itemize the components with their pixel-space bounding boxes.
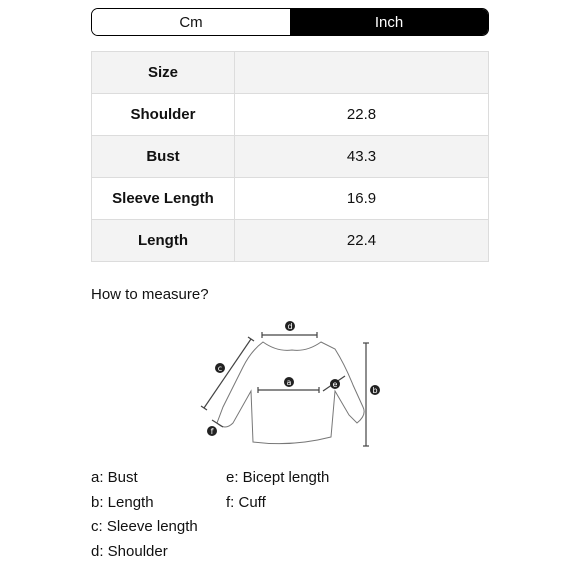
legend-item-sleeve-length: c: Sleeve length — [91, 518, 198, 535]
svg-text:c: c — [217, 364, 223, 373]
legend-item-bicept-length: e: Bicept length — [226, 469, 330, 486]
marker-a — [284, 377, 294, 387]
marker-e — [330, 379, 340, 389]
svg-text:b: b — [372, 386, 378, 395]
svg-text:d: d — [287, 322, 293, 331]
row-value — [235, 52, 489, 94]
unit-toggle — [91, 8, 489, 36]
marker-c — [215, 363, 225, 373]
row-label: Length — [92, 220, 235, 262]
size-table — [91, 51, 489, 262]
row-value: 43.3 — [235, 136, 489, 178]
legend-item-shoulder: d: Shoulder — [91, 542, 168, 560]
table-row — [92, 52, 489, 94]
legend-item-length: b: Length — [91, 493, 154, 511]
marker-b — [370, 385, 380, 395]
bust-measure-line — [258, 387, 319, 393]
row-value: 22.4 — [235, 220, 489, 262]
legend-column-2 — [226, 466, 329, 515]
legend-item-bust: a: Bust — [91, 469, 138, 486]
shoulder-measure-line — [262, 332, 317, 338]
table-row — [92, 220, 489, 262]
svg-text:a: a — [286, 378, 292, 387]
table-row — [92, 136, 489, 178]
unit-option-inch[interactable]: Inch — [290, 9, 488, 35]
row-label: Bust — [92, 136, 235, 178]
row-label: Size — [92, 52, 235, 94]
length-measure-line — [363, 343, 369, 446]
row-value: 22.8 — [235, 94, 489, 136]
row-value: 16.9 — [235, 178, 489, 220]
table-row — [92, 94, 489, 136]
marker-d — [285, 321, 295, 331]
how-to-measure-title: How to measure? — [91, 286, 209, 303]
legend-item-cuff: f: Cuff — [226, 493, 266, 511]
row-label: Sleeve Length — [92, 178, 235, 220]
table-row — [92, 178, 489, 220]
measurement-diagram — [195, 315, 390, 455]
legend-column-1 — [91, 466, 198, 564]
unit-option-cm[interactable]: Cm — [92, 9, 290, 35]
svg-text:f: f — [210, 427, 214, 436]
row-label: Shoulder — [92, 94, 235, 136]
marker-f — [207, 426, 217, 436]
svg-text:e: e — [332, 380, 338, 389]
